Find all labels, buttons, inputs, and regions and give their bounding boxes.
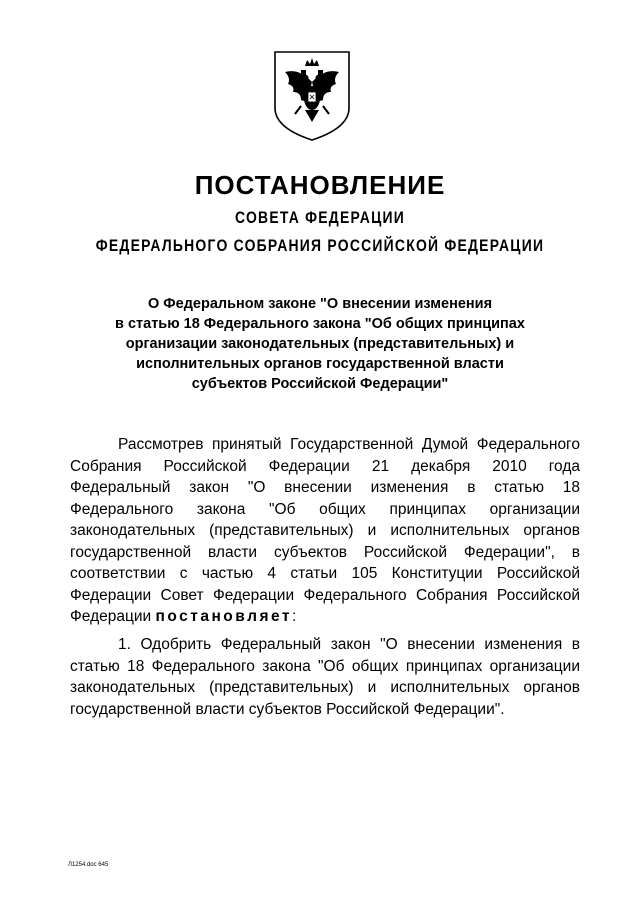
paragraph-line: статью 18 Федерального закона "Об общих принципах организации — [70, 657, 580, 675]
paragraph-line-final — [70, 606, 580, 628]
paragraph-line: государственной власти субъектов Российской Федерации". — [70, 700, 505, 718]
issuer-line-2: ФЕДЕРАЛЬНОГО СОБРАНИЯ РОССИЙСКОЙ ФЕДЕРАЦИИ — [95, 236, 545, 255]
subject-line: организации законодательных (представительных) и — [125, 336, 515, 352]
preamble-paragraph — [70, 434, 580, 628]
paragraph-line: Федеральный закон "О внесении изменения в статью 18 — [70, 479, 580, 496]
resolution-keyword: постановляет — [155, 608, 292, 625]
coat-of-arms-emblem — [271, 48, 353, 144]
paragraph-line: законодательных (представительных) и исполнительных органов — [70, 679, 580, 696]
resolution-item-1 — [70, 634, 580, 720]
resolution-keyword-suffix: : — [292, 608, 297, 625]
paragraph-line: соответствии с частью 4 статьи 105 Конституции Российской — [70, 565, 580, 582]
subject-line: субъектов Российской Федерации" — [191, 376, 449, 392]
subject-line: исполнительных органов государственной власти — [136, 356, 504, 372]
issuer-line-1: СОВЕТА ФЕДЕРАЦИИ — [235, 208, 405, 227]
paragraph-line: Собрания Российской Федерации 21 декабря 2010 года — [70, 457, 580, 475]
paragraph-line: законодательных (представительных) и исполнительных органов — [70, 522, 580, 539]
paragraph-line: Рассмотрев принятый Государственной Думой Федерального — [118, 436, 580, 453]
document-title: ПОСТАНОВЛЕНИЕ — [194, 170, 446, 200]
paragraph-line: государственной власти субъектов Российской Федерации", в — [70, 543, 580, 561]
document-file-id: Л1254.doc 645 — [68, 862, 109, 868]
paragraph-line-prefix: Федерации — [70, 608, 156, 625]
document-subject — [60, 294, 580, 394]
paragraph-line: Федерального закона "Об общих принципах организации — [70, 500, 580, 518]
paragraph-line: 1. Одобрить Федеральный закон "О внесении изменения в — [118, 636, 580, 653]
paragraph-line: Федерации Совет Федерации Федерального Собрания Российской — [70, 586, 580, 604]
subject-line: О Федеральном законе "О внесении изменения — [147, 296, 493, 312]
subject-line: в статью 18 Федерального закона "Об общих принципах — [115, 316, 525, 332]
